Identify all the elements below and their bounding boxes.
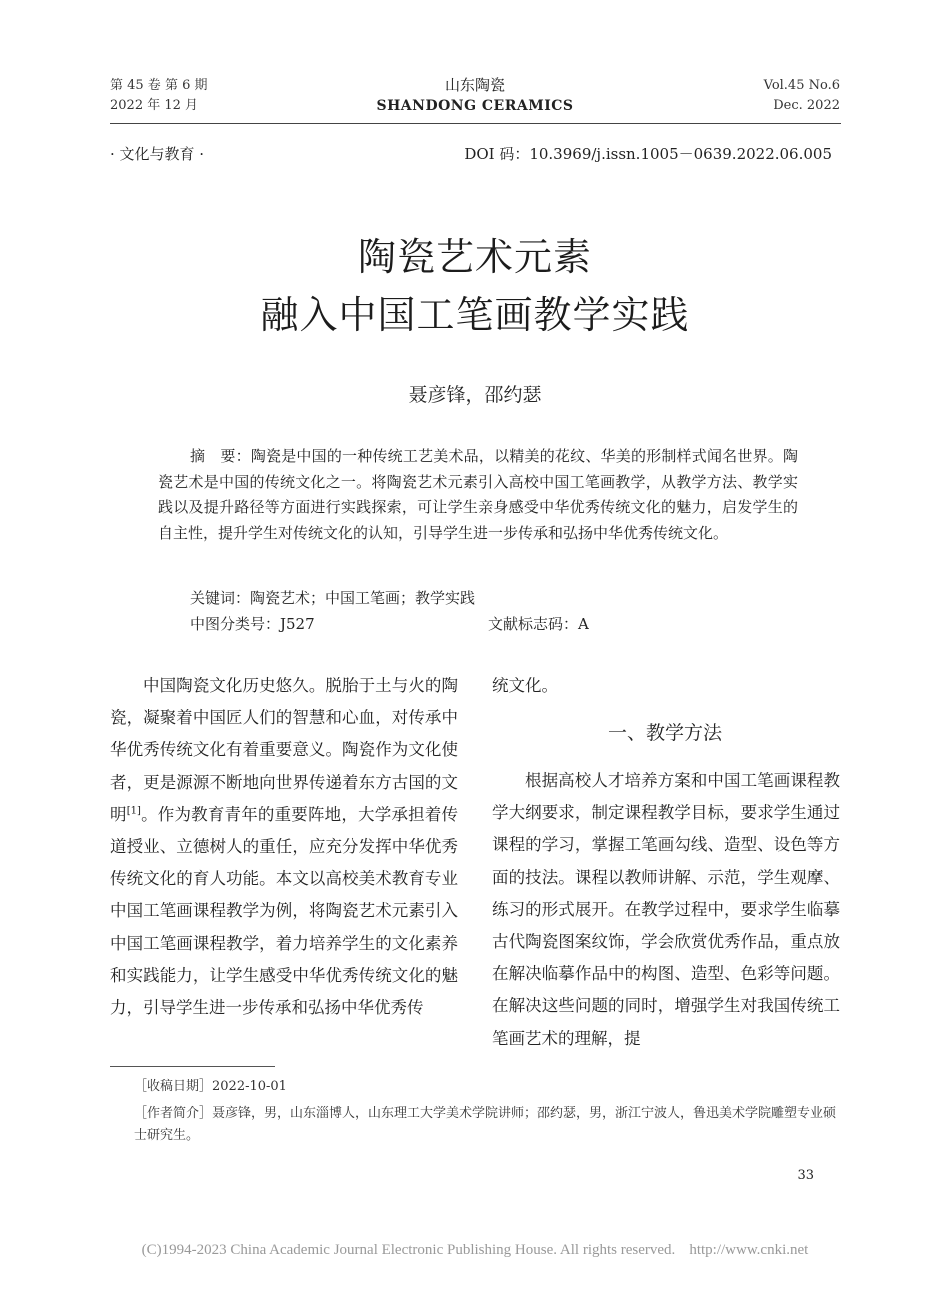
date-line: 2022 年 12 月 xyxy=(110,98,199,113)
volume-info xyxy=(764,76,840,116)
intro-text-part2: 。作为教育青年的重要阵地，大学承担着传道授业、立德树人的重任，应充分发挥中华优秀传统文化的育人功能。本文以高校美术教育专业中国工笔画课程教学为例，将陶瓷艺术元素引入中国工笔画课程教学，着力培养学生的文化素养和实践能力，让学生感受中华优秀传统文化的魅力，引导学生进一步传承和弘扬中华优秀传 xyxy=(110,804,459,1018)
intro-paragraph xyxy=(110,670,458,1024)
title-line-2: 融入中国工笔画教学实践 xyxy=(260,293,690,337)
section1-paragraph: 根据高校人才培养方案和中国工笔画课程教学大纲要求，制定课程教学目标，要求学生通过课程的学习，掌握工笔画勾线、造型、设色等方面的技法。课程以教师讲解、示范，学生观摩、练习的形式展开。在教学过程中，要求学生临摹古代陶瓷图案纹饰，学会欣赏优秀作品，重点放在解决临摹作品中的构图、造型、色彩等问题。在解决这些问题的同时，增强学生对我国传统工笔画艺术的理解，提 xyxy=(492,771,840,1048)
page-number: 33 xyxy=(797,1168,814,1183)
document-code: 文献标志码：A xyxy=(488,615,589,633)
body-left-column xyxy=(110,670,458,1024)
intro-text-part1: 中国陶瓷文化历史悠久。脱胎于土与火的陶瓷，凝聚着中国匠人们的智慧和心血，对传承中华优秀传统文化有着重要意义。陶瓷作为文化使者，更是源源不断地向世界传递着东方古国的文明 xyxy=(110,676,458,824)
journal-name-en: SHANDONG CERAMICS xyxy=(376,98,574,114)
issue-line: 第 45 卷 第 6 期 xyxy=(110,78,208,93)
abstract xyxy=(158,444,798,546)
continued-text: 统文化。 xyxy=(492,676,558,695)
journal-name-cn: 山东陶瓷 xyxy=(444,76,505,94)
cnki-watermark xyxy=(0,1242,950,1259)
clc-number: 中图分类号：J527 xyxy=(190,615,315,633)
doi: DOI 码：10.3969/j.issn.1005－0639.2022.06.005 xyxy=(464,145,832,163)
header-rule xyxy=(110,123,841,124)
footnote-rule xyxy=(110,1066,275,1067)
abstract-text: 摘 要：陶瓷是中国的一种传统工艺美术品，以精美的花纹、华美的形制样式闻名世界。陶瓷艺术是中国的传统文化之一。将陶瓷艺术元素引入高校中国工笔画教学，从教学方法、教学实践以及提升路径等方面进行实践探索，可让学生亲身感受中华优秀传统文化的魅力，启发学生的自主性，提升学生对传统文化的认知，引导学生进一步传承和弘扬中华优秀传统文化。 xyxy=(158,447,798,542)
body-right-continuation xyxy=(492,670,840,702)
footnote-author-bio: ［作者简介］聂彦锋，男，山东淄博人，山东理工大学美术学院讲师；邵约瑟，男，浙江宁波人，鲁迅美术学院雕塑专业硕士研究生。 xyxy=(134,1106,837,1143)
volume-en: Vol.45 No.6 xyxy=(763,78,840,93)
section-heading-1: 一、教学方法 xyxy=(607,722,722,744)
watermark-copyright: (C)1994-2023 China Academic Journal Electronic Publishing House. All rights reserved. xyxy=(141,1242,676,1258)
footnote-received: ［收稿日期］2022-10-01 xyxy=(134,1079,287,1094)
date-en: Dec. 2022 xyxy=(773,98,840,113)
watermark-url[interactable]: http://www.cnki.net xyxy=(689,1242,809,1258)
reference-mark[interactable]: [1] xyxy=(126,805,141,817)
title-line-1: 陶瓷艺术元素 xyxy=(357,235,592,279)
body-right-column xyxy=(492,765,840,1055)
column-label: · 文化与教育 · xyxy=(110,145,205,163)
keywords: 关键词：陶瓷艺术；中国工笔画；教学实践 xyxy=(190,589,476,607)
authors: 聂彦锋，邵约瑟 xyxy=(408,384,542,406)
